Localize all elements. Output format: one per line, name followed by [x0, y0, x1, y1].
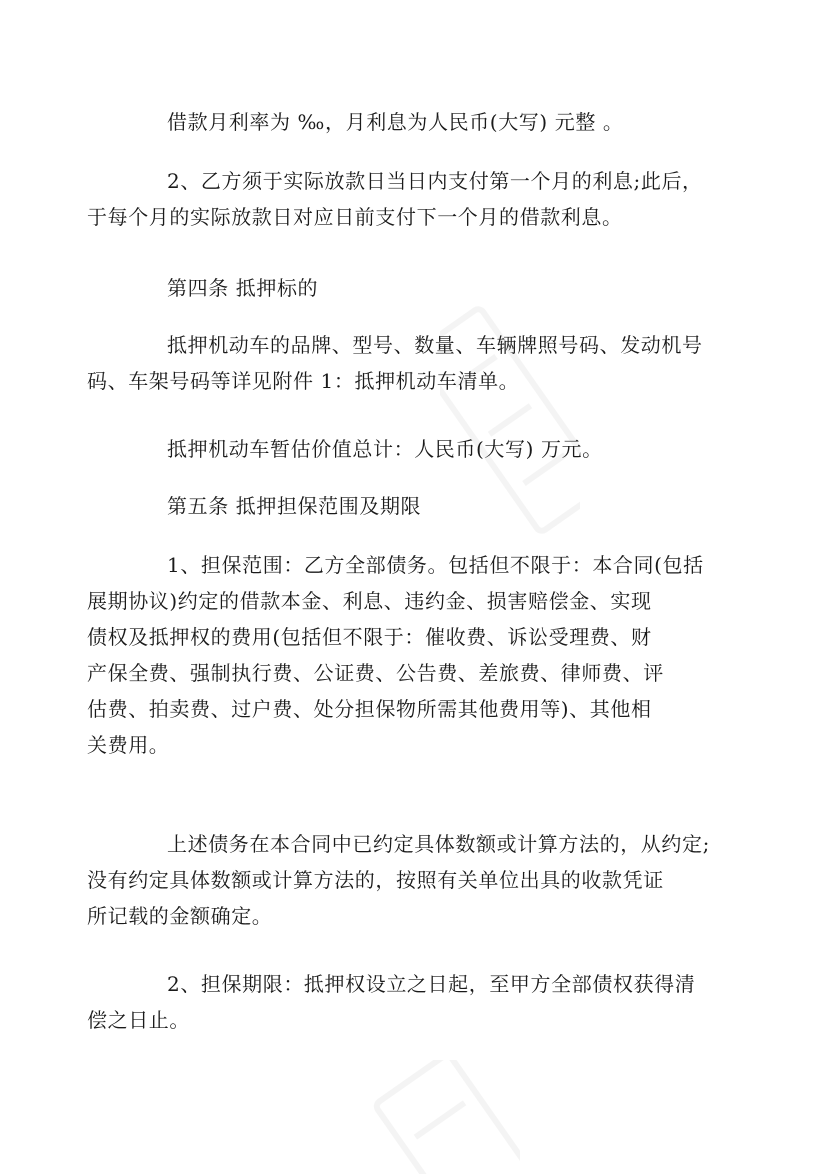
- paragraph-interest-payment: [87, 163, 717, 235]
- watermark-stamp-icon: [360, 1060, 520, 1174]
- paragraph-interest-rate: [127, 104, 717, 140]
- text-line: 2、担保期限：抵押权设立之日起，至甲方全部债权获得清: [167, 972, 696, 996]
- text-line: 偿之日止。: [87, 1008, 190, 1032]
- paragraph-debt-amount: [87, 826, 717, 934]
- text-line: 关费用。: [87, 733, 170, 757]
- text-line: 1、担保范围：乙方全部债务。包括但不限于：本合同(包括: [167, 553, 704, 577]
- article-heading-5: [127, 488, 717, 524]
- text-line: 债权及抵押权的费用(包括但不限于：催收费、诉讼受理费、财: [87, 625, 652, 649]
- text-line: 抵押机动车暂估价值总计：人民币(大写) 万元。: [167, 437, 603, 461]
- text-line: 抵押机动车的品牌、型号、数量、车辆牌照号码、发动机号: [167, 333, 703, 357]
- text-line: 估费、拍卖费、过户费、处分担保物所需其他费用等)、其他相: [87, 697, 652, 721]
- text-line: 上述债务在本合同中已约定具体数额或计算方法的，从约定;: [167, 832, 710, 856]
- text-line: 第五条 抵押担保范围及期限: [167, 494, 422, 518]
- text-line: 借款月利率为 ‰，月利息为人民币(大写) 元整 。: [167, 110, 624, 134]
- article-heading-4: [127, 270, 717, 306]
- text-line: 于每个月的实际放款日对应日前支付下一个月的借款利息。: [87, 205, 623, 229]
- text-line: 码、车架号码等详见附件 1：抵押机动车清单。: [87, 369, 520, 393]
- text-line: 所记载的金额确定。: [87, 904, 273, 928]
- text-line: 2、乙方须于实际放款日当日内支付第一个月的利息;此后，: [167, 169, 703, 193]
- text-line: 产保全费、强制执行费、公证费、公告费、差旅费、律师费、评: [87, 661, 664, 685]
- paragraph-guarantee-scope: [87, 547, 717, 763]
- paragraph-collateral-value: [127, 431, 717, 467]
- paragraph-collateral-details: [87, 327, 717, 399]
- text-line: 展期协议)约定的借款本金、利息、违约金、损害赔偿金、实现: [87, 589, 652, 613]
- text-line: 第四条 抵押标的: [167, 276, 319, 300]
- paragraph-guarantee-period: [87, 966, 717, 1038]
- text-line: 没有约定具体数额或计算方法的，按照有关单位出具的收款凭证: [87, 868, 664, 892]
